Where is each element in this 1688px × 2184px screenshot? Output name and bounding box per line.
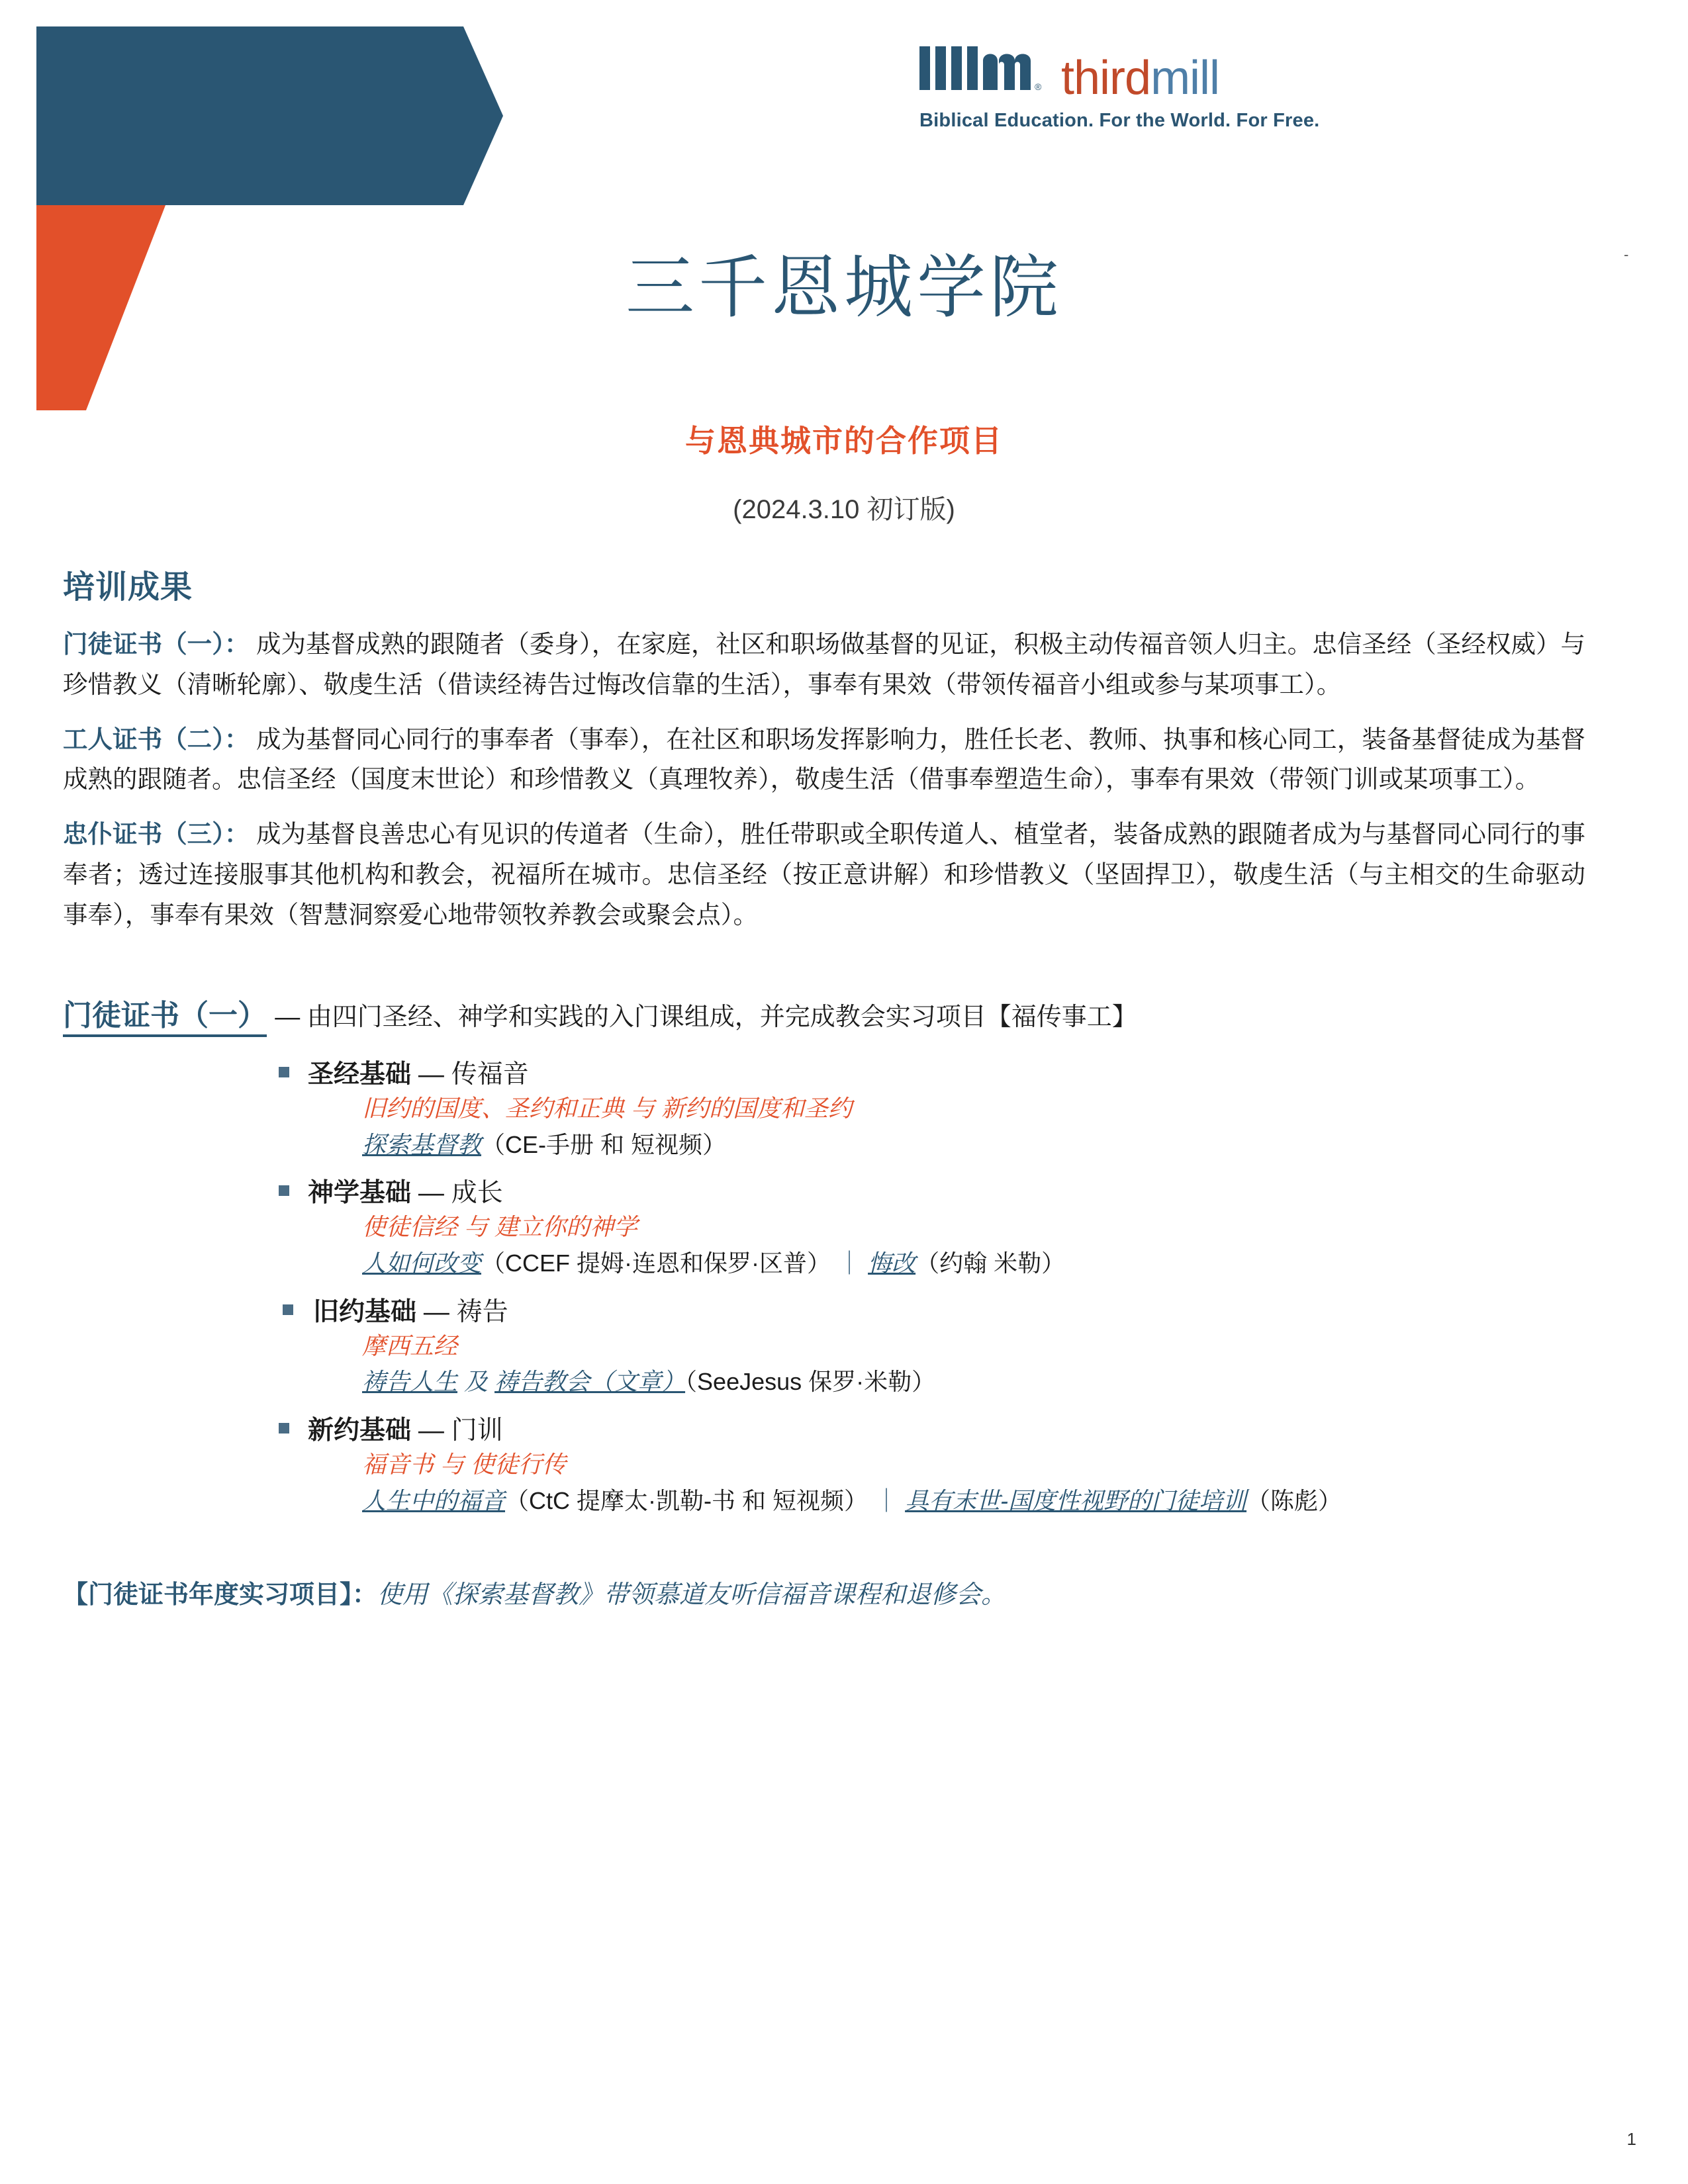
list-item (308, 1054, 1585, 1163)
outcome-paragraph (63, 814, 1585, 934)
course-dash: — (418, 1179, 444, 1208)
resource-text: 与 (457, 1213, 495, 1241)
resource-text: 旧约的国度、圣约和正典 (362, 1094, 625, 1122)
course-title (308, 1172, 1585, 1209)
internship-value: 使用《探索基督教》带领慕道友听信福音课程和退修会。 (377, 1580, 1007, 1609)
certificate-one-title: 门徒证书（一） (63, 999, 267, 1037)
certificate-one-description: — 由四门圣经、神学和实践的入门课组成，并完成教会实习项目【福传事工】 (275, 1003, 1137, 1032)
course-name: 神学基础 (308, 1179, 412, 1208)
outcome-label: 工人证书（二）： (63, 725, 250, 753)
resource-line (362, 1364, 1585, 1400)
resource-note: （CCEF 提姆·连恩和保罗·区普） (481, 1250, 831, 1277)
course-focus: 传福音 (451, 1060, 529, 1089)
thirdmill-mark-icon (917, 41, 1049, 101)
resource-text: 与 (624, 1094, 662, 1122)
document-version: (2024.3.10 初订版) (733, 495, 955, 524)
resource-line (362, 1483, 1585, 1520)
outcome-paragraph (63, 719, 1585, 800)
square-bullet-icon (279, 1067, 289, 1077)
course-dash: — (418, 1060, 444, 1089)
resource-line (362, 1209, 1585, 1246)
svg-text:®: ® (1035, 81, 1042, 92)
certificate-one-heading (63, 995, 1585, 1036)
resource-text: 福音书 与 使徒行传 (362, 1451, 567, 1479)
course-name: 旧约基础 (313, 1297, 417, 1326)
brand-word-second: mill (1150, 51, 1220, 105)
course-list (63, 1054, 1585, 1520)
course-resources (308, 1091, 1585, 1163)
list-item (308, 1291, 1585, 1400)
resource-note: （CtC 提摩太·凯勒-书 和 短视频） (505, 1486, 868, 1514)
course-title (308, 1410, 1585, 1447)
course-name: 圣经基础 (308, 1060, 412, 1089)
resource-note: （SeeJesus 保罗·米勒） (685, 1368, 936, 1396)
course-focus: 门训 (451, 1416, 503, 1445)
brand-word-first: third (1061, 51, 1151, 105)
resource-line (362, 1447, 1585, 1483)
resource-separator: ｜ (837, 1250, 862, 1277)
page-number: 1 (1626, 2129, 1636, 2149)
outcome-paragraph (63, 624, 1585, 705)
resource-line (362, 1091, 1585, 1127)
resource-text: 摩西五经 (362, 1332, 458, 1359)
course-title (308, 1054, 1585, 1091)
course-resources (308, 1209, 1585, 1281)
resource-note: （CE-手册 和 短视频） (481, 1130, 727, 1158)
square-bullet-icon (279, 1185, 289, 1196)
outcome-text: 成为基督同心同行的事奉者（事奉），在社区和职场发挥影响力，胜任长老、教师、执事和核心同工，装备基督徒成为基督成熟的跟随者。忠信圣经（国度末世论）和珍惜教义（真理牧养），敬虔生活（借事奉塑造生命），事奉有果效（带领门训或某项事工）。 (63, 725, 1586, 794)
course-title (308, 1291, 1585, 1328)
resource-link[interactable]: 祷告人生 (362, 1368, 458, 1396)
resource-text: 建立你的神学 (494, 1213, 638, 1241)
outcome-label: 忠仆证书（三）： (63, 820, 250, 848)
document-subtitle: 与恩典城市的合作项目 (685, 424, 1003, 458)
resource-line (362, 1328, 1585, 1365)
resource-text: 及 (457, 1368, 495, 1396)
list-item (308, 1410, 1585, 1519)
brand-logo (917, 41, 1433, 132)
square-bullet-icon (283, 1304, 293, 1315)
resource-link[interactable]: 祷告教会（文章） (494, 1368, 686, 1396)
brand-tagline: Biblical Education. For the World. For Free. (919, 110, 1320, 131)
internship-label: 【门徒证书年度实习项目】： (63, 1580, 378, 1609)
resource-note: （陈彪） (1246, 1486, 1342, 1514)
resource-link[interactable]: 人如何改变 (362, 1250, 482, 1277)
margin-dash: - (1624, 246, 1629, 263)
resource-line (362, 1246, 1585, 1282)
resource-link[interactable]: 探索基督教 (362, 1130, 482, 1158)
resource-text: 新约的国度和圣约 (661, 1094, 853, 1122)
header-decoration (0, 0, 516, 424)
resource-note: （约翰 米勒） (915, 1250, 1066, 1277)
outcome-text: 成为基督成熟的跟随者（委身），在家庭，社区和职场做基督的见证，积极主动传福音领人归主。忠信圣经（圣经权威）与珍惜教义（清晰轮廓）、敬虔生活（借读经祷告过悔改信靠的生活），事奉有果效（带领传福音小组或参与某项事工）。 (63, 630, 1586, 698)
outcomes-heading: 培训成果 (63, 570, 193, 605)
document-title: 三千恩城学院 (625, 250, 1062, 326)
resource-link[interactable]: 人生中的福音 (362, 1486, 506, 1514)
course-focus: 成长 (451, 1179, 503, 1208)
course-resources (308, 1328, 1585, 1400)
course-focus: 祷告 (456, 1297, 508, 1326)
outcome-label: 门徒证书（一）： (63, 630, 250, 658)
square-bullet-icon (279, 1423, 289, 1433)
document-body (63, 543, 1585, 1614)
list-item (308, 1172, 1585, 1281)
resource-separator: ｜ (874, 1486, 899, 1514)
resource-line (362, 1127, 1585, 1163)
outcome-text: 成为基督良善忠心有见识的传道者（生命），胜任带职或全职传道人、植堂者，装备成熟的跟随者成为与基督同心同行的事奉者；透过连接服事其他机构和教会，祝福所在城市。忠信圣经（按正意讲解）和珍惜教义（坚固捍卫），敬虔生活（与主相交的生命驱动事奉），事奉有果效（智慧洞察爱心地带领牧养教会或聚会点）。 (63, 820, 1586, 929)
resource-link[interactable]: 具有末世-国度性视野的门徒培训 (905, 1486, 1247, 1514)
course-resources (308, 1447, 1585, 1519)
course-name: 新约基础 (308, 1416, 412, 1445)
course-dash: — (418, 1416, 444, 1445)
resource-text: 使徒信经 (362, 1213, 458, 1241)
brand-wordmark (1061, 51, 1220, 105)
course-dash: — (423, 1297, 449, 1326)
internship-paragraph (63, 1576, 1585, 1614)
resource-link[interactable]: 悔改 (868, 1250, 916, 1277)
